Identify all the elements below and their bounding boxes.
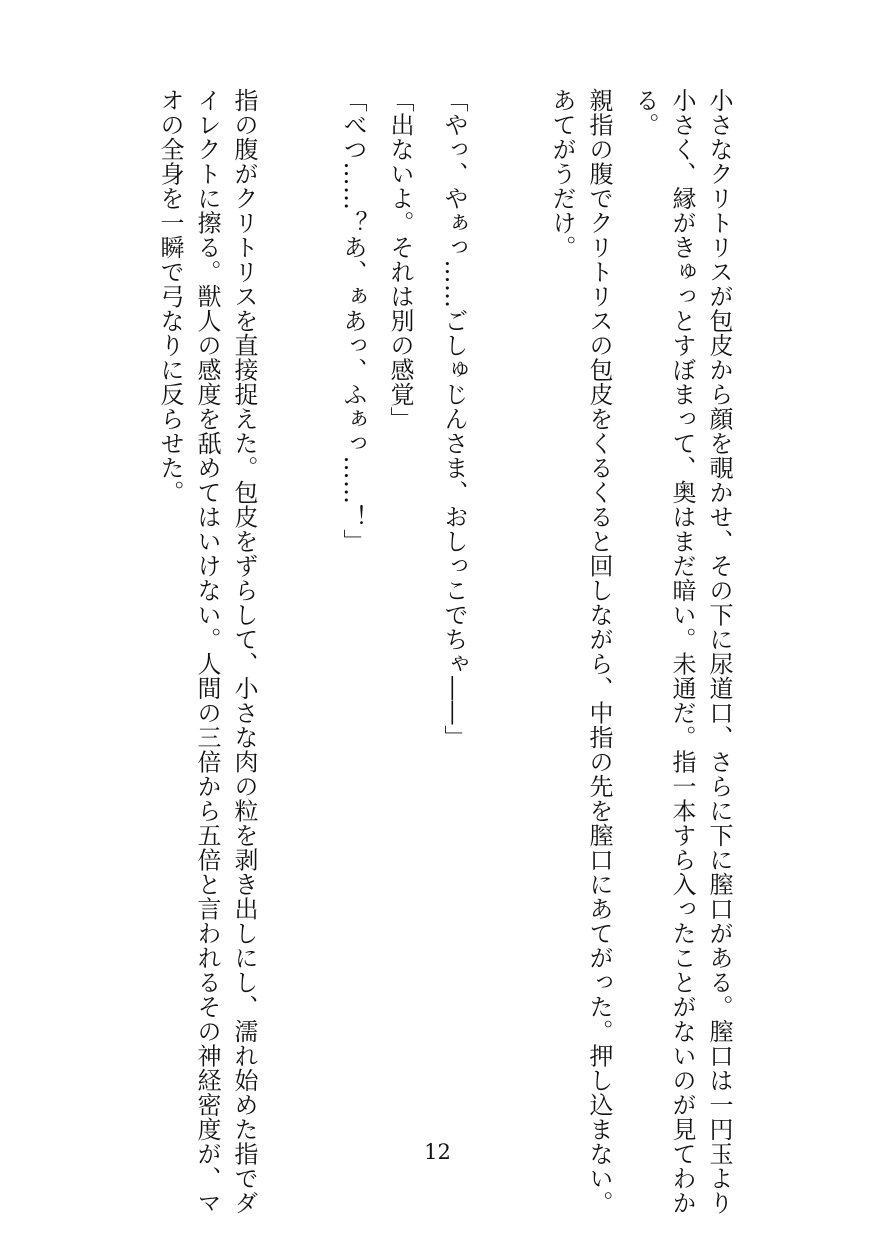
dialogue-line-2: 「出ないよ。それは別の感覚」 [386, 88, 414, 431]
dialogue-line-1: 「やっ、やぁっ……ごしゅじんさま、おしっこでちゃ――」 [440, 88, 468, 750]
text-line-2: 小さく、縁がきゅっとすぼまって、奥はまだ暗い。未通だ。指一本すら入ったことがないのが見てわか [668, 88, 696, 1215]
text-line-4: 親指の腹でクリトリスの包皮をくるくると回しながら、中指の先を膣口にあてがった。押し込まない。 [585, 88, 613, 1215]
text-line-8: オの全身を一瞬で弓なりに反らせた。 [156, 88, 184, 505]
text-line-5: あてがうだけ。 [548, 88, 576, 260]
text-line-6: 指の腹がクリトリスを直接捉えた。包皮をずらして、小さな肉の粒を剥き出しにし、濡れ始めた指でダ [230, 88, 258, 1215]
text-line-3: る。 [631, 88, 659, 137]
text-line-1: 小さなクリトリスが包皮から顔を覗かせ、その下に尿道口、さらに下に膣口がある。膣口は一円玉より [705, 88, 733, 1215]
page-number: 12 [424, 1140, 451, 1164]
text-line-7: イレクトに擦る。獣人の感度を舐めてはいけない。人間の三倍から五倍と言われるその神経密度が、マ [193, 88, 221, 1215]
dialogue-line-3: 「べつ……？あ、ぁあっ、ふぁっ……！」 [339, 88, 367, 554]
